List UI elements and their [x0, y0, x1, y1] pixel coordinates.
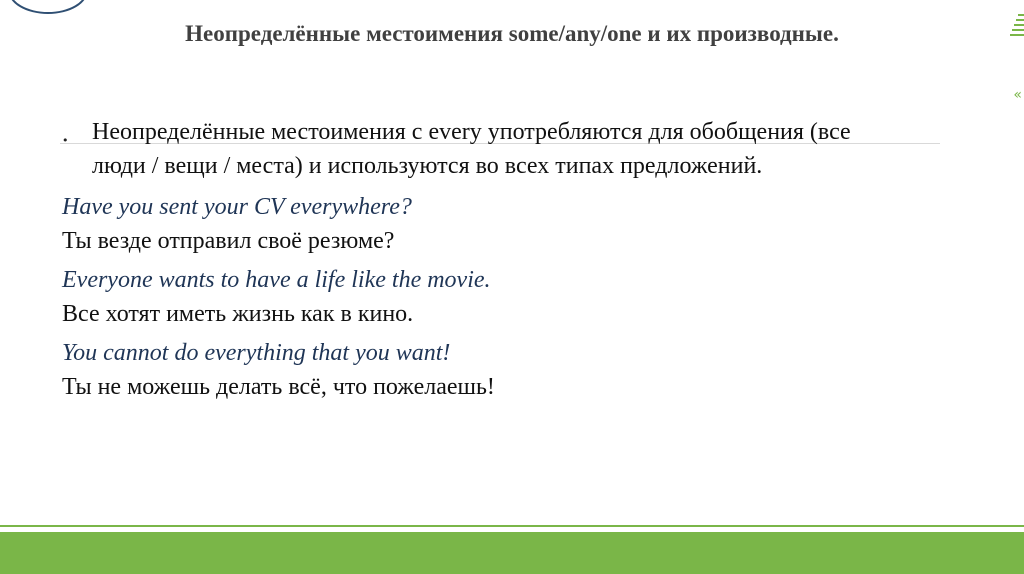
- footer-line: [0, 525, 1024, 527]
- chevron-left-icon: «: [1013, 87, 1022, 103]
- bullet-text: Неопределённые местоимения с every употребляются для обобщения (все люди / вещи / места) и используются во всех типах предложений.: [92, 119, 851, 179]
- decor-bar: [1012, 29, 1024, 31]
- example-item: [62, 336, 942, 404]
- decor-bar: [1010, 34, 1024, 36]
- example-russian: Все хотят иметь жизнь как в кино.: [62, 301, 414, 327]
- slide-content: [62, 115, 942, 409]
- logo: [8, 0, 88, 14]
- example-russian: Ты не можешь делать всё, что пожелаешь!: [62, 374, 495, 400]
- example-english: Have you sent your CV everywhere?: [62, 194, 412, 220]
- bullet-item: [62, 115, 942, 183]
- bullet-icon: •: [62, 134, 69, 147]
- example-english: You cannot do everything that you want!: [62, 340, 451, 366]
- slide-title: Неопределённые местоимения some/any/one и их производные.: [185, 21, 839, 46]
- example-item: [62, 190, 942, 258]
- example-english: Everyone wants to have a life like the movie.: [62, 267, 491, 293]
- decor-bar: [1018, 14, 1024, 16]
- footer-band: [0, 532, 1024, 574]
- decor-bar: [1014, 24, 1024, 26]
- example-russian: Ты везде отправил своё резюме?: [62, 228, 395, 254]
- corner-decoration: [1010, 14, 1024, 36]
- decor-bar: [1016, 19, 1024, 21]
- example-item: [62, 263, 942, 331]
